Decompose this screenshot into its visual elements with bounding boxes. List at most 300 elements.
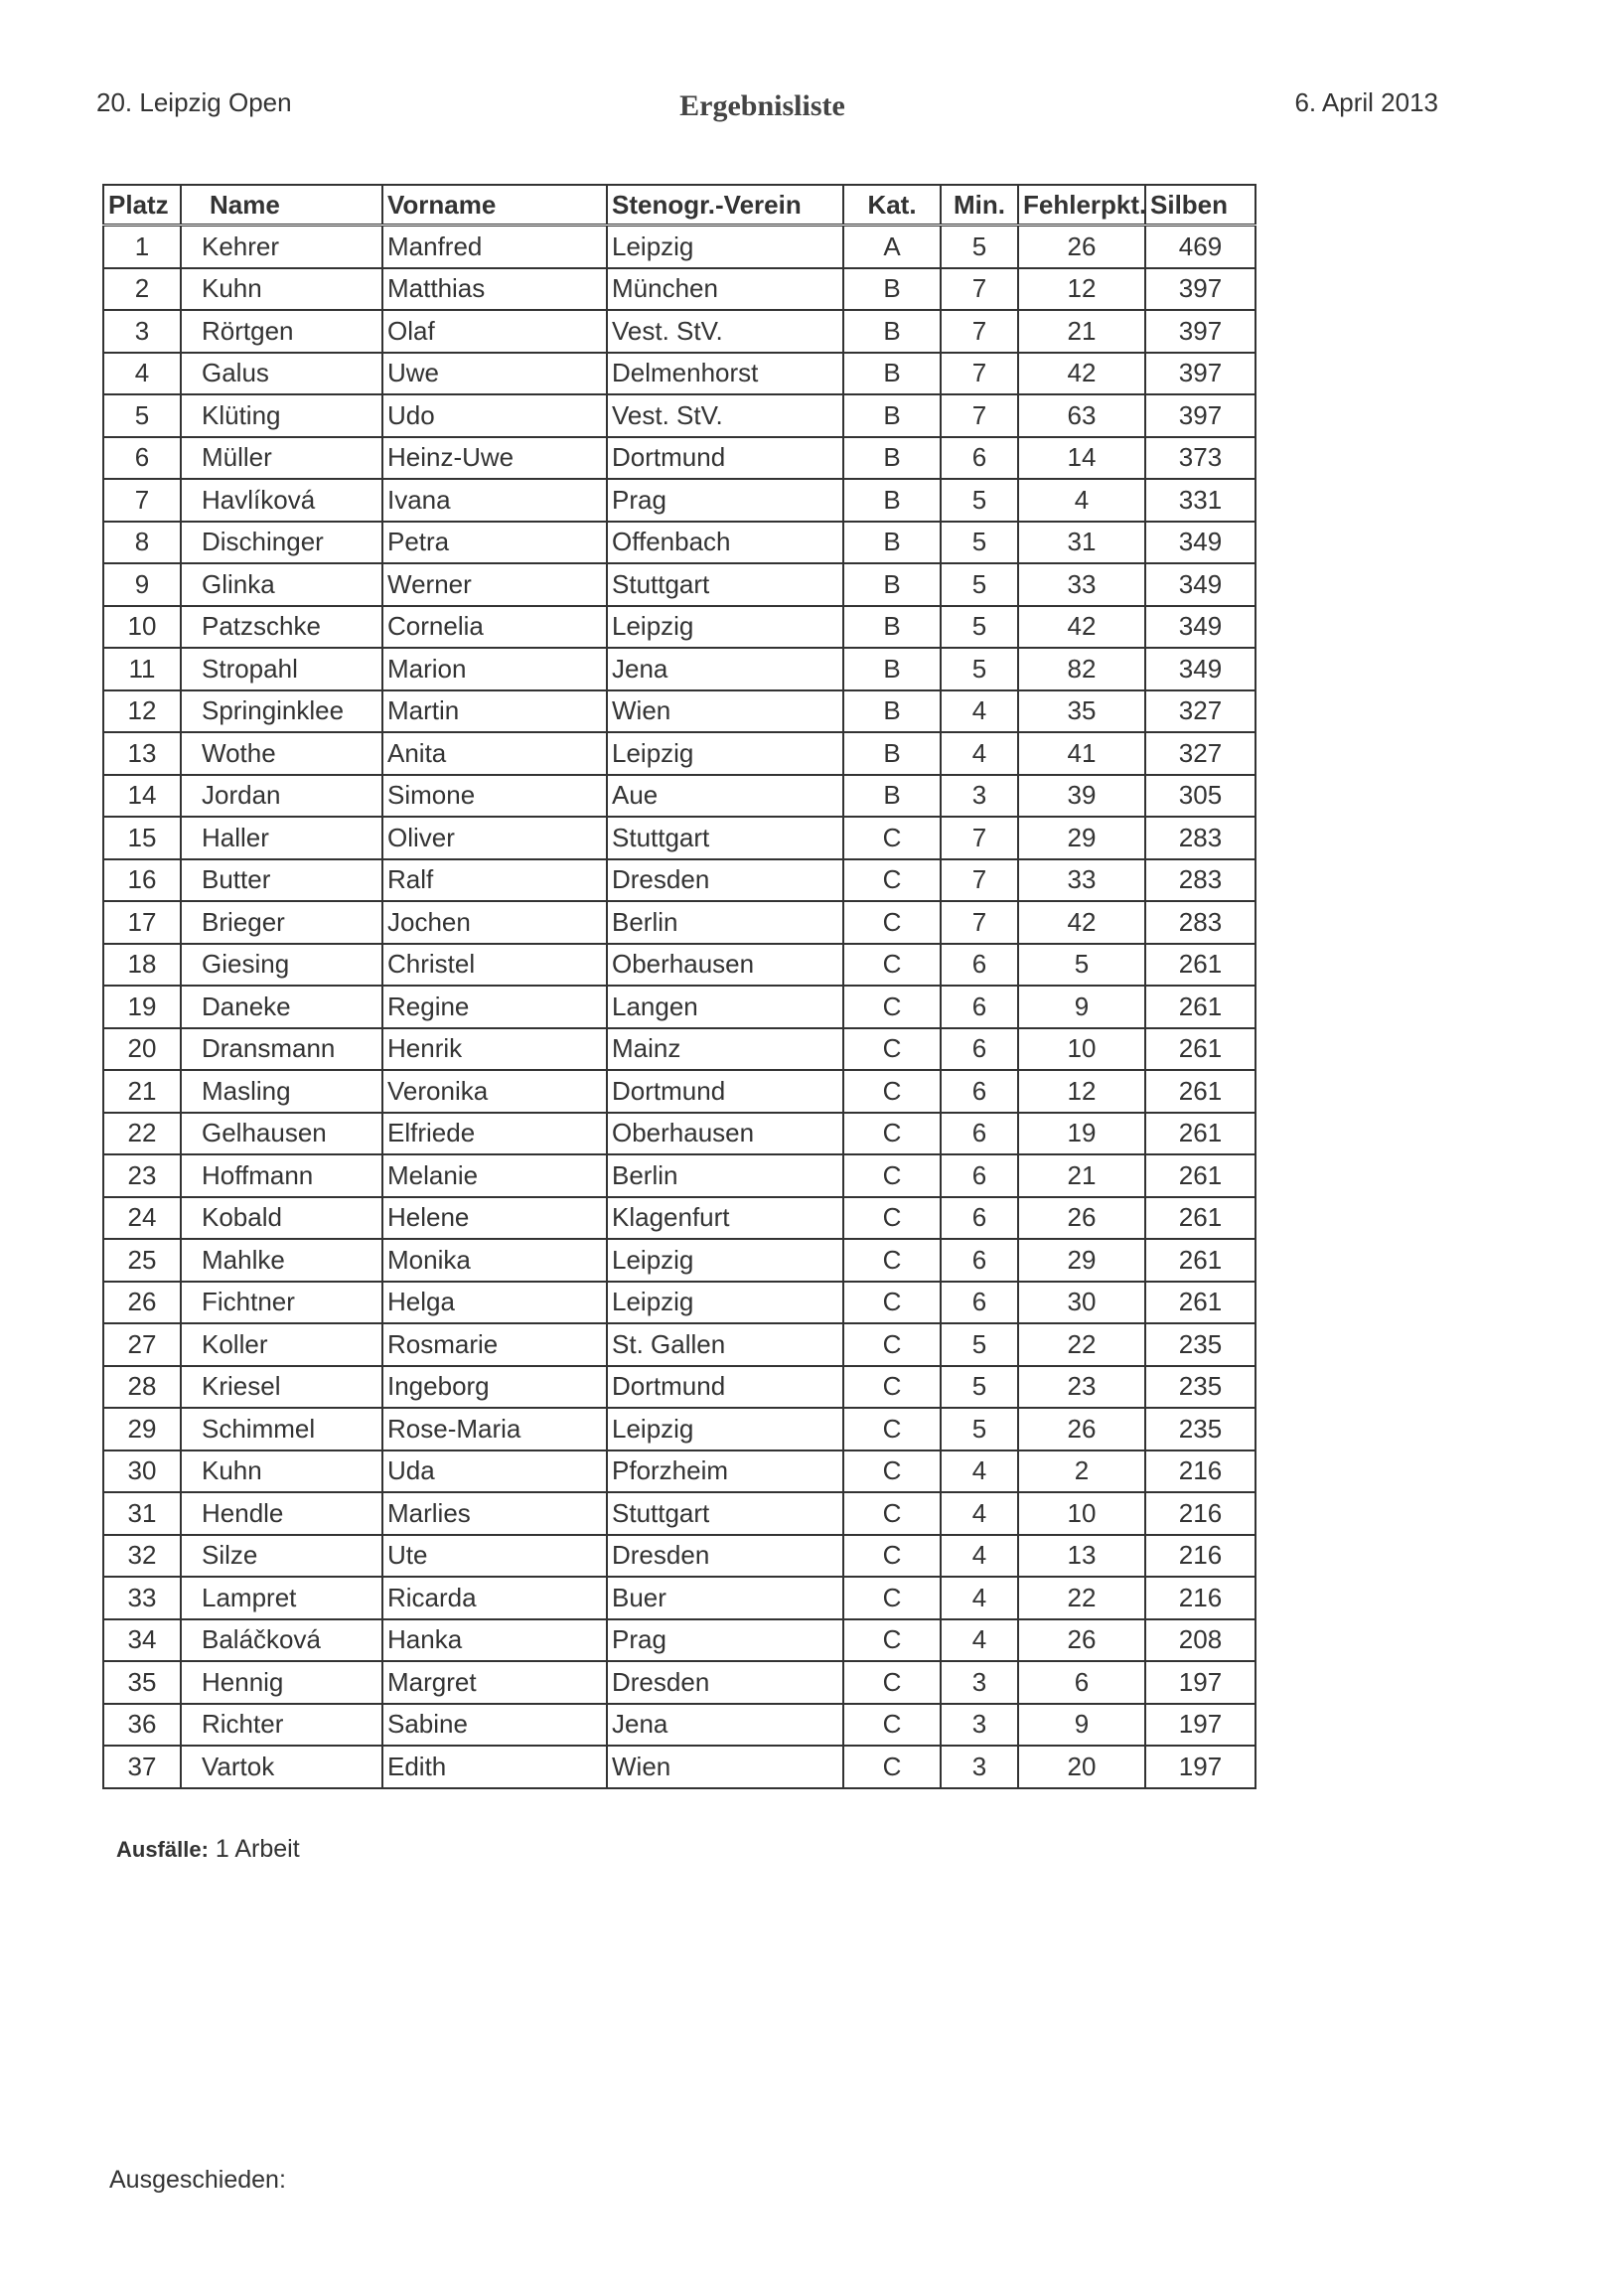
cell-fehlerpunkte: 21 — [1018, 310, 1145, 353]
table-row — [103, 901, 1255, 944]
cell-minuten: 3 — [941, 1746, 1018, 1788]
cell-name: Kobald — [181, 1197, 382, 1240]
table-row — [103, 859, 1255, 902]
cell-verein: Aue — [607, 775, 843, 818]
cell-silben: 261 — [1145, 1282, 1255, 1324]
cell-name: Dischinger — [181, 522, 382, 564]
cell-minuten: 3 — [941, 775, 1018, 818]
cell-name: Brieger — [181, 901, 382, 944]
cell-verein: Berlin — [607, 901, 843, 944]
cell-verein: Oberhausen — [607, 1113, 843, 1155]
column-header-vorname: Vorname — [382, 185, 607, 226]
cell-fehlerpunkte: 30 — [1018, 1282, 1145, 1324]
cell-fehlerpunkte: 26 — [1018, 1197, 1145, 1240]
column-header-silben: Silben — [1145, 185, 1255, 226]
table-row — [103, 479, 1255, 522]
cell-vorname: Oliver — [382, 817, 607, 859]
cell-name: Klüting — [181, 394, 382, 437]
cell-name: Wothe — [181, 732, 382, 775]
cell-platz: 15 — [103, 817, 181, 859]
cell-verein: Leipzig — [607, 226, 843, 268]
cell-minuten: 6 — [941, 986, 1018, 1028]
cell-name: Springinklee — [181, 690, 382, 733]
cell-minuten: 3 — [941, 1661, 1018, 1704]
cell-minuten: 6 — [941, 1154, 1018, 1197]
cell-platz: 14 — [103, 775, 181, 818]
cell-kategorie: C — [843, 1239, 941, 1282]
cell-minuten: 7 — [941, 901, 1018, 944]
cell-fehlerpunkte: 2 — [1018, 1450, 1145, 1493]
cell-kategorie: C — [843, 1450, 941, 1493]
cell-platz: 30 — [103, 1450, 181, 1493]
page-title: Ergebnisliste — [679, 89, 845, 122]
table-body — [103, 226, 1255, 1788]
cell-verein: Leipzig — [607, 1239, 843, 1282]
cell-name: Schimmel — [181, 1408, 382, 1450]
cell-verein: Stuttgart — [607, 817, 843, 859]
cell-fehlerpunkte: 29 — [1018, 817, 1145, 859]
table-row — [103, 817, 1255, 859]
cell-verein: Jena — [607, 648, 843, 690]
cell-name: Stropahl — [181, 648, 382, 690]
cell-silben: 397 — [1145, 394, 1255, 437]
footer-label: Ausfälle: — [116, 1837, 209, 1862]
cell-fehlerpunkte: 4 — [1018, 479, 1145, 522]
cell-kategorie: B — [843, 437, 941, 480]
table-row — [103, 437, 1255, 480]
cell-silben: 261 — [1145, 1239, 1255, 1282]
cell-name: Rörtgen — [181, 310, 382, 353]
cell-minuten: 4 — [941, 1619, 1018, 1662]
results-table — [102, 184, 1256, 1789]
column-header-kategorie: Kat. — [843, 185, 941, 226]
cell-silben: 216 — [1145, 1492, 1255, 1535]
table-row — [103, 1197, 1255, 1240]
cell-minuten: 6 — [941, 1070, 1018, 1113]
cell-minuten: 7 — [941, 353, 1018, 395]
cell-vorname: Regine — [382, 986, 607, 1028]
table-row — [103, 1577, 1255, 1619]
cell-kategorie: B — [843, 268, 941, 311]
cell-name: Hendle — [181, 1492, 382, 1535]
table-row — [103, 1070, 1255, 1113]
table-row — [103, 944, 1255, 987]
cell-silben: 327 — [1145, 690, 1255, 733]
cell-silben: 216 — [1145, 1577, 1255, 1619]
cell-silben: 349 — [1145, 522, 1255, 564]
cell-vorname: Werner — [382, 563, 607, 606]
cell-name: Mahlke — [181, 1239, 382, 1282]
cell-name: Dransmann — [181, 1028, 382, 1071]
cell-name: Butter — [181, 859, 382, 902]
cell-vorname: Rose-Maria — [382, 1408, 607, 1450]
cell-verein: Langen — [607, 986, 843, 1028]
cell-kategorie: C — [843, 1619, 941, 1662]
cell-kategorie: B — [843, 310, 941, 353]
cell-kategorie: C — [843, 1323, 941, 1366]
cell-kategorie: C — [843, 1535, 941, 1578]
column-header-verein: Stenogr.-Verein — [607, 185, 843, 226]
cell-fehlerpunkte: 42 — [1018, 606, 1145, 649]
cell-platz: 31 — [103, 1492, 181, 1535]
cell-fehlerpunkte: 29 — [1018, 1239, 1145, 1282]
cell-kategorie: B — [843, 775, 941, 818]
cell-platz: 35 — [103, 1661, 181, 1704]
cell-fehlerpunkte: 14 — [1018, 437, 1145, 480]
cell-verein: Dresden — [607, 859, 843, 902]
cell-verein: Wien — [607, 690, 843, 733]
cell-minuten: 6 — [941, 1113, 1018, 1155]
cell-kategorie: B — [843, 690, 941, 733]
cell-verein: Pforzheim — [607, 1450, 843, 1493]
table-row — [103, 775, 1255, 818]
cell-kategorie: C — [843, 901, 941, 944]
cell-kategorie: C — [843, 1366, 941, 1409]
cell-kategorie: C — [843, 1408, 941, 1450]
cell-platz: 9 — [103, 563, 181, 606]
cell-minuten: 7 — [941, 859, 1018, 902]
cell-silben: 305 — [1145, 775, 1255, 818]
table-row — [103, 563, 1255, 606]
cell-minuten: 5 — [941, 563, 1018, 606]
cell-vorname: Udo — [382, 394, 607, 437]
cell-vorname: Hanka — [382, 1619, 607, 1662]
cell-platz: 36 — [103, 1704, 181, 1747]
cell-silben: 349 — [1145, 648, 1255, 690]
cell-fehlerpunkte: 42 — [1018, 901, 1145, 944]
cell-silben: 261 — [1145, 1113, 1255, 1155]
cell-name: Daneke — [181, 986, 382, 1028]
cell-name: Baláčková — [181, 1619, 382, 1662]
cell-platz: 11 — [103, 648, 181, 690]
cell-fehlerpunkte: 6 — [1018, 1661, 1145, 1704]
cell-verein: Prag — [607, 479, 843, 522]
cell-silben: 397 — [1145, 310, 1255, 353]
cell-fehlerpunkte: 39 — [1018, 775, 1145, 818]
cell-verein: Oberhausen — [607, 944, 843, 987]
cell-minuten: 4 — [941, 1492, 1018, 1535]
cell-kategorie: A — [843, 226, 941, 268]
column-header-fehlerpunkte: Fehlerpkt. — [1018, 185, 1145, 226]
cell-fehlerpunkte: 63 — [1018, 394, 1145, 437]
cell-silben: 349 — [1145, 563, 1255, 606]
table-row — [103, 1619, 1255, 1662]
cell-kategorie: B — [843, 394, 941, 437]
cell-silben: 349 — [1145, 606, 1255, 649]
cell-platz: 26 — [103, 1282, 181, 1324]
header-row — [103, 185, 1255, 226]
table-row — [103, 1323, 1255, 1366]
cell-vorname: Anita — [382, 732, 607, 775]
cell-fehlerpunkte: 33 — [1018, 859, 1145, 902]
cell-platz: 16 — [103, 859, 181, 902]
cell-kategorie: C — [843, 859, 941, 902]
cell-name: Vartok — [181, 1746, 382, 1788]
cell-name: Koller — [181, 1323, 382, 1366]
cell-platz: 25 — [103, 1239, 181, 1282]
cell-silben: 235 — [1145, 1408, 1255, 1450]
table-row — [103, 1282, 1255, 1324]
cell-kategorie: C — [843, 1704, 941, 1747]
cell-silben: 261 — [1145, 1028, 1255, 1071]
cell-fehlerpunkte: 41 — [1018, 732, 1145, 775]
cell-minuten: 4 — [941, 1535, 1018, 1578]
cell-minuten: 5 — [941, 1366, 1018, 1409]
cell-minuten: 5 — [941, 648, 1018, 690]
footer-cutoff-label: Ausgeschieden: — [109, 2166, 286, 2194]
cell-name: Glinka — [181, 563, 382, 606]
cell-vorname: Matthias — [382, 268, 607, 311]
cell-kategorie: C — [843, 1746, 941, 1788]
cell-minuten: 7 — [941, 310, 1018, 353]
table-header — [103, 185, 1255, 226]
cell-silben: 397 — [1145, 353, 1255, 395]
cell-vorname: Heinz-Uwe — [382, 437, 607, 480]
table-row — [103, 986, 1255, 1028]
cell-vorname: Martin — [382, 690, 607, 733]
cell-silben: 216 — [1145, 1450, 1255, 1493]
cell-platz: 6 — [103, 437, 181, 480]
cell-name: Masling — [181, 1070, 382, 1113]
cell-name: Kuhn — [181, 268, 382, 311]
table-row — [103, 1113, 1255, 1155]
cell-platz: 12 — [103, 690, 181, 733]
table-row — [103, 353, 1255, 395]
cell-platz: 27 — [103, 1323, 181, 1366]
cell-fehlerpunkte: 20 — [1018, 1746, 1145, 1788]
cell-verein: Wien — [607, 1746, 843, 1788]
cell-name: Kehrer — [181, 226, 382, 268]
cell-vorname: Monika — [382, 1239, 607, 1282]
table-row — [103, 648, 1255, 690]
cell-fehlerpunkte: 31 — [1018, 522, 1145, 564]
cell-platz: 13 — [103, 732, 181, 775]
cell-verein: Delmenhorst — [607, 353, 843, 395]
cell-fehlerpunkte: 12 — [1018, 268, 1145, 311]
cell-verein: Offenbach — [607, 522, 843, 564]
cell-verein: Dortmund — [607, 1366, 843, 1409]
cell-silben: 235 — [1145, 1323, 1255, 1366]
cell-silben: 261 — [1145, 1070, 1255, 1113]
cell-fehlerpunkte: 33 — [1018, 563, 1145, 606]
cell-platz: 28 — [103, 1366, 181, 1409]
table-row — [103, 1154, 1255, 1197]
cell-silben: 327 — [1145, 732, 1255, 775]
table-row — [103, 732, 1255, 775]
cell-verein: Berlin — [607, 1154, 843, 1197]
table-row — [103, 268, 1255, 311]
cell-name: Havlíková — [181, 479, 382, 522]
footer-value: 1 Arbeit — [215, 1835, 300, 1863]
cell-fehlerpunkte: 9 — [1018, 986, 1145, 1028]
cell-vorname: Melanie — [382, 1154, 607, 1197]
cell-verein: St. Gallen — [607, 1323, 843, 1366]
cell-vorname: Marion — [382, 648, 607, 690]
cell-vorname: Veronika — [382, 1070, 607, 1113]
cell-platz: 22 — [103, 1113, 181, 1155]
cell-vorname: Ute — [382, 1535, 607, 1578]
header-date: 6. April 2013 — [1294, 87, 1438, 117]
cell-name: Richter — [181, 1704, 382, 1747]
cell-kategorie: C — [843, 986, 941, 1028]
cell-kategorie: B — [843, 648, 941, 690]
cell-vorname: Margret — [382, 1661, 607, 1704]
cell-kategorie: B — [843, 563, 941, 606]
table-row — [103, 1746, 1255, 1788]
cell-platz: 20 — [103, 1028, 181, 1071]
cell-kategorie: C — [843, 1070, 941, 1113]
cell-vorname: Marlies — [382, 1492, 607, 1535]
cell-verein: Leipzig — [607, 1282, 843, 1324]
cell-vorname: Rosmarie — [382, 1323, 607, 1366]
cell-silben: 261 — [1145, 1197, 1255, 1240]
cell-kategorie: C — [843, 944, 941, 987]
cell-platz: 23 — [103, 1154, 181, 1197]
cell-kategorie: C — [843, 817, 941, 859]
cell-platz: 33 — [103, 1577, 181, 1619]
table-row — [103, 1661, 1255, 1704]
cell-fehlerpunkte: 26 — [1018, 1619, 1145, 1662]
cell-verein: München — [607, 268, 843, 311]
cell-vorname: Ivana — [382, 479, 607, 522]
cell-silben: 331 — [1145, 479, 1255, 522]
cell-verein: Dortmund — [607, 1070, 843, 1113]
cell-fehlerpunkte: 22 — [1018, 1323, 1145, 1366]
cell-fehlerpunkte: 5 — [1018, 944, 1145, 987]
cell-vorname: Sabine — [382, 1704, 607, 1747]
cell-platz: 18 — [103, 944, 181, 987]
cell-minuten: 5 — [941, 1408, 1018, 1450]
cell-name: Gelhausen — [181, 1113, 382, 1155]
cell-fehlerpunkte: 9 — [1018, 1704, 1145, 1747]
cell-minuten: 5 — [941, 479, 1018, 522]
cell-vorname: Helene — [382, 1197, 607, 1240]
cell-vorname: Uwe — [382, 353, 607, 395]
cell-platz: 3 — [103, 310, 181, 353]
cell-name: Haller — [181, 817, 382, 859]
cell-silben: 197 — [1145, 1704, 1255, 1747]
table-row — [103, 1408, 1255, 1450]
cell-platz: 4 — [103, 353, 181, 395]
cell-minuten: 7 — [941, 817, 1018, 859]
table-row — [103, 1239, 1255, 1282]
cell-fehlerpunkte: 26 — [1018, 1408, 1145, 1450]
cell-platz: 5 — [103, 394, 181, 437]
table-row — [103, 606, 1255, 649]
table-row — [103, 522, 1255, 564]
cell-verein: Mainz — [607, 1028, 843, 1071]
cell-verein: Vest. StV. — [607, 310, 843, 353]
table-row — [103, 1492, 1255, 1535]
cell-fehlerpunkte: 10 — [1018, 1492, 1145, 1535]
cell-verein: Dresden — [607, 1661, 843, 1704]
cell-name: Patzschke — [181, 606, 382, 649]
cell-kategorie: C — [843, 1197, 941, 1240]
cell-minuten: 6 — [941, 1239, 1018, 1282]
footer-note — [116, 1835, 300, 1864]
cell-verein: Dresden — [607, 1535, 843, 1578]
cell-fehlerpunkte: 23 — [1018, 1366, 1145, 1409]
cell-minuten: 5 — [941, 522, 1018, 564]
cell-kategorie: C — [843, 1028, 941, 1071]
cell-verein: Vest. StV. — [607, 394, 843, 437]
cell-kategorie: B — [843, 732, 941, 775]
cell-silben: 216 — [1145, 1535, 1255, 1578]
cell-platz: 32 — [103, 1535, 181, 1578]
cell-name: Müller — [181, 437, 382, 480]
cell-name: Kuhn — [181, 1450, 382, 1493]
cell-kategorie: B — [843, 353, 941, 395]
cell-verein: Leipzig — [607, 606, 843, 649]
cell-platz: 17 — [103, 901, 181, 944]
table-row — [103, 226, 1255, 268]
cell-silben: 235 — [1145, 1366, 1255, 1409]
cell-verein: Stuttgart — [607, 1492, 843, 1535]
cell-minuten: 3 — [941, 1704, 1018, 1747]
table-row — [103, 310, 1255, 353]
cell-kategorie: B — [843, 522, 941, 564]
cell-fehlerpunkte: 21 — [1018, 1154, 1145, 1197]
cell-fehlerpunkte: 35 — [1018, 690, 1145, 733]
cell-vorname: Ralf — [382, 859, 607, 902]
cell-kategorie: B — [843, 479, 941, 522]
cell-silben: 397 — [1145, 268, 1255, 311]
cell-fehlerpunkte: 12 — [1018, 1070, 1145, 1113]
cell-minuten: 4 — [941, 690, 1018, 733]
cell-vorname: Petra — [382, 522, 607, 564]
cell-platz: 21 — [103, 1070, 181, 1113]
table-row — [103, 1704, 1255, 1747]
cell-silben: 283 — [1145, 901, 1255, 944]
cell-minuten: 4 — [941, 1577, 1018, 1619]
table-row — [103, 394, 1255, 437]
cell-vorname: Ingeborg — [382, 1366, 607, 1409]
cell-verein: Dortmund — [607, 437, 843, 480]
cell-minuten: 5 — [941, 606, 1018, 649]
cell-kategorie: C — [843, 1661, 941, 1704]
cell-vorname: Jochen — [382, 901, 607, 944]
cell-platz: 24 — [103, 1197, 181, 1240]
cell-silben: 469 — [1145, 226, 1255, 268]
cell-kategorie: C — [843, 1282, 941, 1324]
table-row — [103, 1450, 1255, 1493]
cell-minuten: 6 — [941, 1028, 1018, 1071]
cell-vorname: Ricarda — [382, 1577, 607, 1619]
table-row — [103, 1366, 1255, 1409]
cell-kategorie: C — [843, 1492, 941, 1535]
cell-platz: 37 — [103, 1746, 181, 1788]
cell-name: Giesing — [181, 944, 382, 987]
cell-minuten: 4 — [941, 1450, 1018, 1493]
cell-kategorie: C — [843, 1577, 941, 1619]
table-row — [103, 1535, 1255, 1578]
cell-verein: Prag — [607, 1619, 843, 1662]
cell-kategorie: B — [843, 606, 941, 649]
cell-verein: Leipzig — [607, 732, 843, 775]
cell-silben: 373 — [1145, 437, 1255, 480]
cell-vorname: Edith — [382, 1746, 607, 1788]
cell-silben: 208 — [1145, 1619, 1255, 1662]
cell-verein: Jena — [607, 1704, 843, 1747]
cell-fehlerpunkte: 22 — [1018, 1577, 1145, 1619]
cell-platz: 10 — [103, 606, 181, 649]
column-header-platz: Platz — [103, 185, 181, 226]
cell-verein: Stuttgart — [607, 563, 843, 606]
cell-minuten: 6 — [941, 1197, 1018, 1240]
cell-verein: Buer — [607, 1577, 843, 1619]
cell-vorname: Elfriede — [382, 1113, 607, 1155]
cell-platz: 29 — [103, 1408, 181, 1450]
